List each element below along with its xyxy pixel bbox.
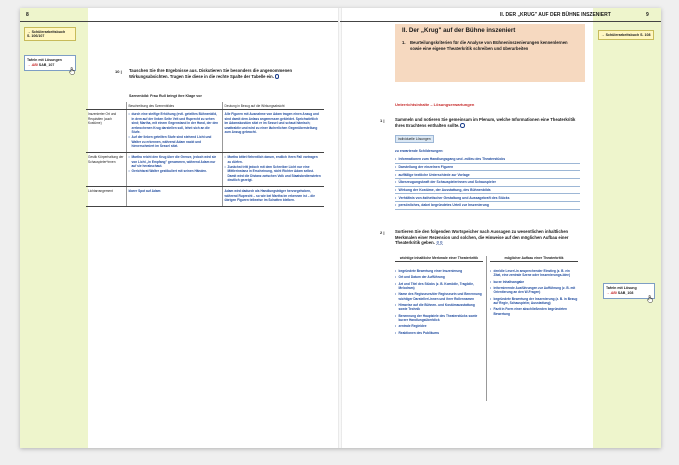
book-spread xyxy=(20,8,661,448)
list-item: • Martha bittet flehentlich darum, endlich ihren Fall vortragen zu dürfen. xyxy=(225,155,323,164)
audio-cd-icon xyxy=(275,74,280,79)
column-divider xyxy=(486,256,487,401)
structure-list xyxy=(490,269,578,318)
task-separator: | xyxy=(120,69,122,74)
list-item: • kurze Inhaltsangabe xyxy=(490,280,578,284)
sticker-line1: → Schülerarbeitsbuch xyxy=(27,29,66,34)
right-page xyxy=(340,8,661,448)
table-row xyxy=(86,110,324,153)
list-item: • Auf der linken geteilten Stufe sind stehend Licht und Walter zu erkennen, während Adam nackt und hinverschmiert im Sessel sitzt. xyxy=(129,135,220,148)
list-item: • persönliches, dabei begründetes Urteil zur Inszenierung xyxy=(395,202,580,210)
left-margin-column xyxy=(20,8,88,448)
column-head-structure: möglicher Aufbau einer Theaterkritik xyxy=(490,256,578,262)
ref-code: SAB_108 xyxy=(617,290,634,295)
task-1-text xyxy=(395,117,580,128)
row-description xyxy=(126,110,222,153)
content-features-list xyxy=(395,269,483,337)
sticker-line2: S. 106/107 xyxy=(27,34,45,39)
task-separator: | xyxy=(383,118,385,123)
pointer-hand-icon xyxy=(647,295,654,303)
brand-logo: ABi xyxy=(610,290,617,295)
table-row xyxy=(86,153,324,187)
workbook-sticker-right xyxy=(598,30,654,40)
task-number-1 xyxy=(380,118,384,123)
list-item: • Art und Titel des Stücks (z. B. Komödie, Tragödie, Melodram) xyxy=(395,282,483,290)
individual-solutions-badge: individuelle Lösungen xyxy=(395,135,434,143)
list-item: • begründete Bewertung der Inszenierung (z. B. in Bezug auf Regie, Schauspieler, Ausstattung) xyxy=(490,297,578,305)
list-item: • Ort und Datum der Aufführung xyxy=(395,275,483,279)
expected-answers-subhead: zu erwartende Schilderungen: xyxy=(395,149,444,153)
list-item: • Wirkung der Kostüme, der Ausstattung, des Bühnenbilds xyxy=(395,187,580,195)
list-item: • Darstellung der einzelnen Figuren xyxy=(395,164,580,172)
ref-title: Tafeln mit Lösung xyxy=(606,286,637,290)
list-item: • Verhältnis von ästhetischer Gestaltung und Aussagekraft des Stücks xyxy=(395,194,580,202)
ref-code-line xyxy=(27,63,73,68)
running-head: II. DER „KRUG" AUF DER BÜHNE INSZENIERT xyxy=(500,12,611,18)
row-description xyxy=(126,153,222,187)
table-row xyxy=(86,187,324,206)
table-header-description: Beschreibung des Szenenbildes xyxy=(126,102,222,110)
scene-analysis-table xyxy=(86,102,324,207)
chapter-subtitle xyxy=(402,40,577,51)
task-2-text xyxy=(395,229,585,246)
section-heading: Unterrichtsinhalte – Lösungserwartungen xyxy=(395,102,475,107)
list-item: • auffällige textliche Unterschiede zur Vorlage xyxy=(395,171,580,179)
list-item: • Hinweise auf die Bühnen- und Kostümausstattung sowie Technik xyxy=(395,303,483,311)
list-item: • informierende Ausführungen zur Aufführung (z. B. mit Orientierung an den W-Fragen) xyxy=(490,286,578,294)
workbook-sticker-left xyxy=(24,27,76,41)
page-number-right: 9 xyxy=(646,12,649,18)
list-item: • Informationen zum Handlungsgang und -milieu des Theaterstücks xyxy=(395,156,580,164)
chapter-sub-number: 1. xyxy=(402,40,406,45)
arrow-icon: → xyxy=(27,62,31,67)
ref-code: SAB_107 xyxy=(38,62,55,67)
sticker-line2: S. 108 xyxy=(640,32,651,37)
ref-code-line xyxy=(606,291,652,296)
list-item: • Zunächst tritt jedoch mit dem Schreiber Licht nur eine Mittlerinstanz in Erscheinung, nicht Richter Adam selbst. Damit wird die Distanz zwischen Volk und Staatsbediensteten deutlich gezeigt. xyxy=(225,165,323,183)
task-number-value: 1 xyxy=(380,118,383,123)
task-number-2 xyxy=(380,230,384,235)
list-item: • Benennung der Hauptziele des Theaterstücks sowie kurzer Handlungsüberblick xyxy=(395,314,483,322)
header-rule-right xyxy=(340,21,661,22)
row-interpretation xyxy=(222,153,324,187)
list-item: • Martha reicht den Krug über die Grenze, jedoch wird sie von Licht „in Empfang" genommen, während Adam nur auf sie herabschaut. xyxy=(129,155,220,168)
brand-logo: ABi xyxy=(31,62,38,67)
header-rule-left xyxy=(20,21,340,22)
task-separator: | xyxy=(383,230,385,235)
audio-cd-icon xyxy=(460,123,465,128)
task-number-10 xyxy=(115,69,122,74)
list-item: • den/die Leser/-in ansprechender Einstieg (z. B. ein Zitat, eine zentrale Szene oder Inszenierungs-Idee) xyxy=(490,269,578,277)
expected-answers-list xyxy=(395,156,580,210)
scene-title: Szenenbild: Frau Rull bringt ihre Klage vor xyxy=(129,94,202,98)
row-label: Gestik Körperhaltung der Schauspieler*innen xyxy=(86,153,126,187)
list-item: • Reaktionen des Publikums xyxy=(395,331,483,335)
row-description: klarer Spot auf Adam xyxy=(126,187,222,206)
ref-title: Tafeln mit Lösungen xyxy=(27,58,62,62)
row-interpretation: Adam wird dadurch als Handlungsträger hervorgehoben, während Ruprecht – so wie bei Martha im erkennen ist – die übrigen Figuren teilweise im Schatten bleiben. xyxy=(222,187,324,206)
row-label: Inszenierter Ort und Requisiten (auch Kostüme) xyxy=(86,110,126,153)
chapter-sub-text: Beurteilungskriterien für die Analyse von Bühneninszenierungen kennenlernen sowie eine eigene Theaterkritik schreiben und überarbeiten xyxy=(410,40,568,51)
list-item: • begründete Bewertung einer Inszenierung xyxy=(395,269,483,273)
list-item: • Fazit in Form einer abschließenden begründeten Bewertung xyxy=(490,307,578,315)
pointer-hand-icon xyxy=(69,67,76,75)
list-item: • Name des Regisseurs/der Regisseurin und Benennung wichtiger Darsteller/-innen und ihrer Rollennamen xyxy=(395,292,483,300)
task-number-value: 10 xyxy=(115,69,120,74)
task-10-text xyxy=(129,68,319,79)
list-item: • Überzeugungskraft der Schauspielerinnen und Schauspieler xyxy=(395,179,580,187)
task-10-sentence: Tauschen Sie Ihre Ergebnisse aus. Diskutieren Sie besonders die angenommenen Wirkungsabsichten. Tragen Sie diese in die rechte Spalte der Tabelle ein. xyxy=(129,68,293,79)
table-header-interpretation: Deutung in Bezug auf die Wirkungsabsicht xyxy=(222,102,324,110)
table-header-empty xyxy=(86,102,126,110)
task-1-sentence: Sammeln und notieren Sie gemeinsam im Plenum, welche Informationen eine Theaterkritik Ihres Erachtens enthalten sollte. xyxy=(395,117,576,128)
list-item: • durch eine steifige Erhöhung (evtl. geteiltes Bühnenbild, in dem auf der linken Seite Veit und Ruprecht zu sehen sind; Martha, mit einem Gegenstand in der Hand, der den zerbrochenen Krug darstellen soll, lehnt sich an die Stufe. xyxy=(129,112,220,134)
table-header-row xyxy=(86,102,324,110)
task-2-sentence: Sortieren Sie den folgenden Wortspeicher nach Aussagen zu wesentlichen inhaltlichen Merkmalen einer Rezension und solchen, die Hinweise auf den möglichen Aufbau einer Theaterkritik geben. xyxy=(395,229,569,246)
list-item: • Gerichtsrat Walter gestikuliert mit seinen Händen. xyxy=(129,169,220,173)
chapter-title: II. Der „Krug" auf der Bühne inszeniert xyxy=(402,27,516,34)
task-number-value: 2 xyxy=(380,230,383,235)
column-head-content: wichtige inhaltliche Merkmale einer Theaterkritik xyxy=(395,256,483,262)
pair-work-icon xyxy=(436,241,443,246)
left-page xyxy=(20,8,340,448)
page-number-left: 8 xyxy=(26,12,29,18)
row-label: Lichtarrangement xyxy=(86,187,126,206)
list-item: • zentrale Regieidee xyxy=(395,324,483,328)
arrow-icon: → xyxy=(606,290,610,295)
right-margin-column xyxy=(593,8,661,448)
row-interpretation: Alle Figuren mit Ausnahme von Adam tragen einen Anzug und sind damit dem Anlass angemessen gekleidet. Sprichwörtlich im Adamskostüm sitzt er im Sessel und schaut hämisch; unattraktiv und wird zu einer lächerlichen Gegenüberstellung zum Anzug gebracht. xyxy=(222,110,324,153)
sticker-line1: → Schülerarbeitsbuch xyxy=(601,32,640,37)
